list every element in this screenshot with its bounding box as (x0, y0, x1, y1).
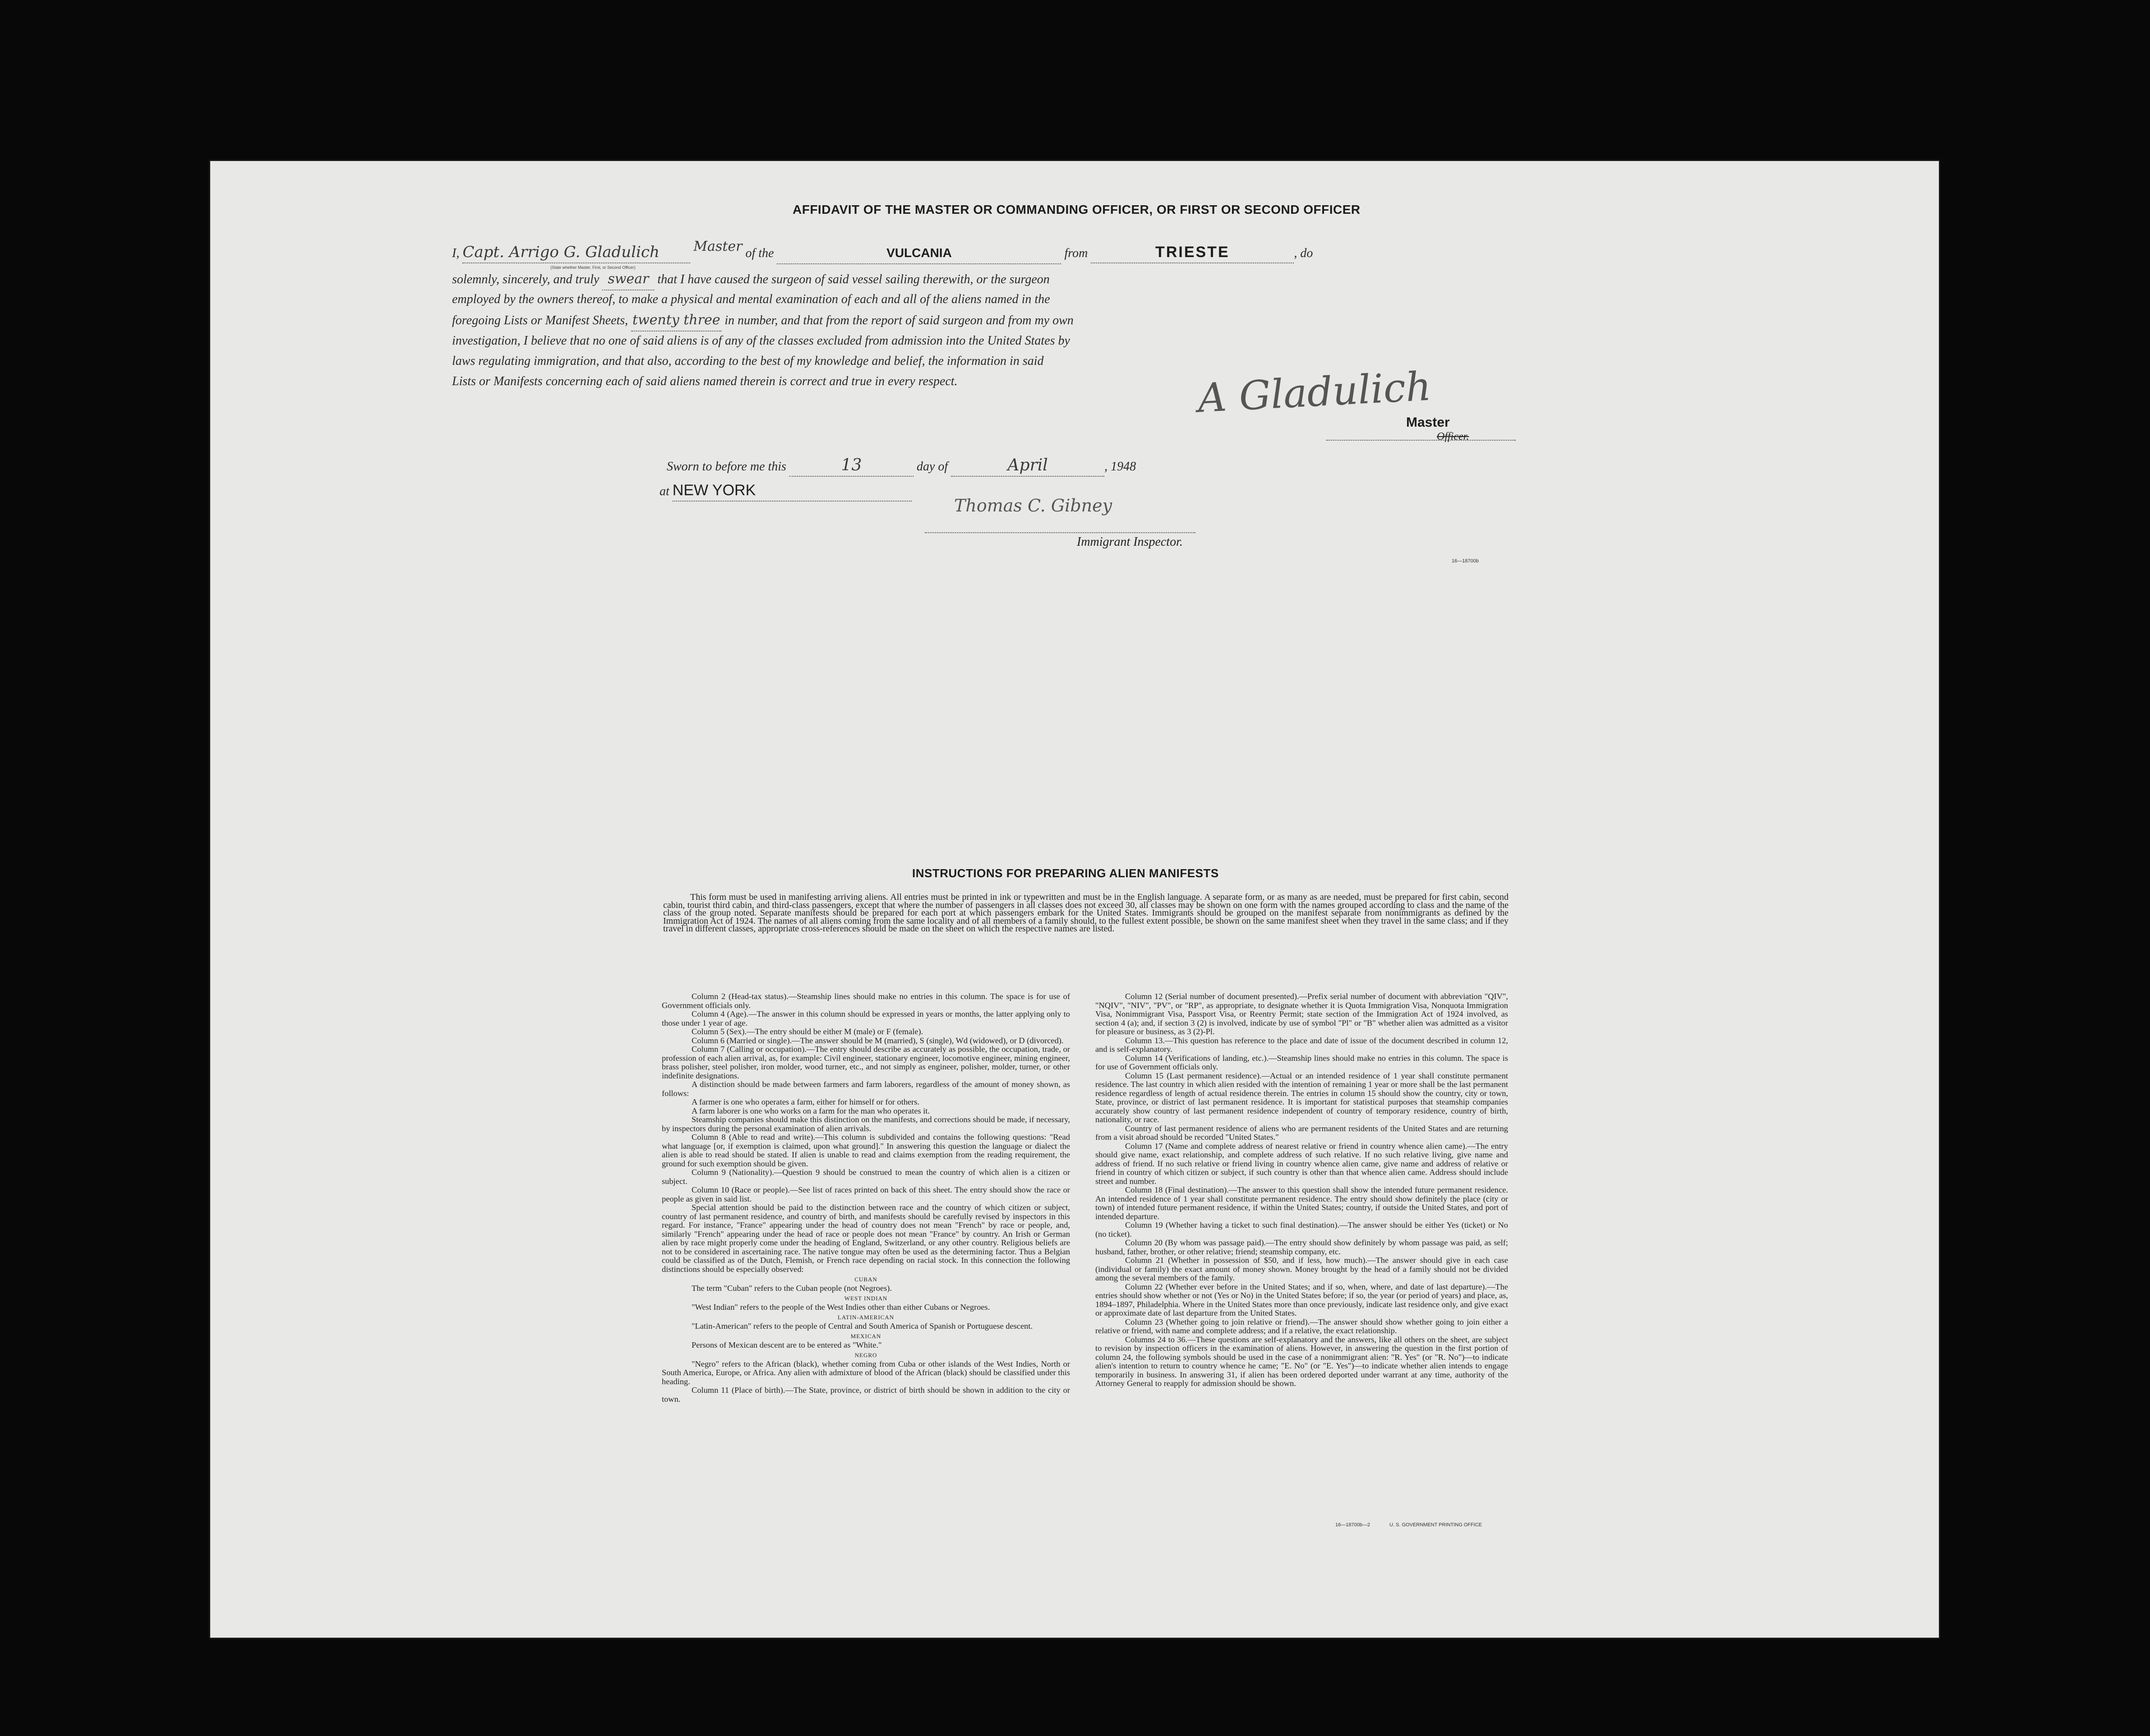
col-13-paragraph: Column 13.—This question has reference to the place and date of issue of the document described in column 12, and is self-explanatory. (1095, 1036, 1508, 1054)
farmer-definition: A farmer is one who operates a farm, either for himself or for others. (692, 1097, 920, 1106)
affidavit-line-2 (452, 269, 1508, 290)
instructions-right-column (1095, 992, 1508, 1388)
master-signature: A Gladulich (1196, 363, 1433, 422)
line-2-suffix: that I have caused the surgeon of said vessel sailing therewith, or the surgeon (657, 272, 1050, 286)
inspector-signature: Thomas C. Gibney (954, 496, 1112, 516)
affidavit-line-7: Lists or Manifests concerning each of said aliens named therein is correct and true in every respect. (452, 374, 958, 388)
latin-american-text: "Latin-American" refers to the people of Central and South America of Spanish or Portuguese descent. (692, 1321, 1033, 1331)
signature-line (1326, 440, 1516, 441)
inspector-line (925, 532, 1195, 533)
col-6-paragraph: Column 6 (Married or single).—The answer should be M (married), S (single), Wd (widowed), or D (divorced). (692, 1036, 1064, 1045)
col-2-paragraph: Column 2 (Head-tax status).—Steamship lines should make no entries in this column. The space is for use of Government officials only. (662, 992, 1070, 1010)
col-10-paragraph: Column 10 (Race or people).—See list of races printed on back of this sheet. The entry should show the race or people as given in said list. (662, 1185, 1070, 1203)
pronoun-label: I, (452, 246, 460, 260)
col-18-paragraph: Column 18 (Final destination).—The answer to this question shall show the intended future permanent residence. An intended residence of 1 year shall constitute permanent residence. The entry should show definitely the place (city or town) of intended future permanent residence, if within the United States; country, if outside the United States, and port of intended departure. (1095, 1185, 1508, 1221)
affidavit-line-1 (452, 239, 1508, 264)
affidavit-line-6: laws regulating immigration, and that also, according to the best of my knowledge and belief, the information in said (452, 354, 1044, 368)
location-line (660, 480, 975, 502)
col-20-paragraph: Column 20 (By whom was passage paid).—The entry should show definitely by whom passage was paid, as self; husband, father, brother, or other relative; friend; steamship company, etc. (1095, 1238, 1508, 1256)
negro-text: "Negro" refers to the African (black), whether coming from Cuba or other islands of the West Indies, North or South America, Europe, or Africa. Any alien with admixture of blood of the African (black) should be classified under this heading. (662, 1359, 1070, 1386)
intro-paragraph: This form must be used in manifesting arriving aliens. All entries must be printed in ink or typewritten and must be in the English language. A separate form, or as many as are needed, must be prepared for first cabin, second cabin, tourist third cabin, and third-class passengers, except that where the number of passengers in all classes does not exceed 30, all classes may be shown on one form with the names grouped according to class and the name of the class of the group noted. Separate manifests should be prepared for each port at which passengers embark for the United States. Immigrants should be grouped on the manifest separate from nonimmigrants as defined by the Immigration Act of 1924. The names of all aliens coming from the same locality and of all members of a family should, to the fullest extent possible, be shown on the same manifest sheet when they travel in the same class; and if they travel in different classes, appropriate cross-references should be made on the sheet on which the respective names are listed. (663, 892, 1509, 934)
master-label: Master (1406, 415, 1450, 430)
col-21-paragraph: Column 21 (Whether in possession of $50, and if less, how much).—The answer should give in each case (individual or family) the exact amount of money shown. Money brought by the head of a family should not be divided among the several members of the family. (1095, 1256, 1508, 1282)
of-the-label: of the (745, 246, 774, 260)
latin-american-heading: LATIN-AMERICAN (837, 1314, 895, 1321)
col-7-paragraph: Column 7 (Calling or occupation).—The entry should describe as accurately as possible, the occupation, trade, or profession of each alien arrival, as, for example: Civil engineer, stationary engineer, locomotive engineer, mining engineer, brass polisher, steel polisher, iron molder, wood turner, etc., and not simply as engineer, polisher, molder, turner, or other indefinite designations. (662, 1045, 1070, 1080)
col-15-paragraph: Column 15 (Last permanent residence).—Actual or an intended residence of 1 year shall constitute permanent residence. The last country in which alien resided with the intention of remaining 1 year or more shall be the last permanent residence regardless of length of actual residence therein. The entries in column 15 should show the country, city or town, State, province, or district of last permanent residence. It is important for statistical purposes that steamship companies accurately show country of last permanent residence independent of country of temporary residence, country of birth, nationality, or race. (1095, 1071, 1508, 1124)
line-4-suffix: in number, and that from the report of said surgeon and from my own (724, 313, 1074, 327)
swear-field: swear (602, 269, 654, 290)
residence-returning-paragraph: Country of last permanent residence of aliens who are permanent residents of the United States and are returning from a visit abroad should be recorded "United States." (1095, 1124, 1508, 1142)
line-2-prefix: solemnly, sincerely, and truly (452, 272, 600, 286)
vessel-name-field: VULCANIA (777, 243, 1061, 264)
rank-instruction: (State whether Master, First, or Second Officer) (550, 265, 636, 270)
negro-heading: NEGRO (854, 1352, 877, 1358)
inspector-label: Immigrant Inspector. (1077, 535, 1183, 549)
instructions-left-column (662, 992, 1070, 1404)
from-port-field: TRIESTE (1091, 242, 1294, 263)
cuban-heading: CUBAN (854, 1276, 877, 1283)
col-5-paragraph: Column 5 (Sex).—The entry should be either M (male) or F (female). (692, 1027, 923, 1036)
col-22-paragraph: Column 22 (Whether ever before in the United States; and if so, when, where, and date of last departure).—The entries should show whether or not (Yes or No) in the United States before; if so, the year (or period of years) and place, as, 1894–1897, Philadelphia. Where in the United States more than once previously, indicate last residence only, and give exact or approximate date of last departure from the United States. (1095, 1282, 1508, 1317)
instructions-intro (663, 893, 1509, 933)
cuban-text: The term "Cuban" refers to the Cuban people (not Negroes). (692, 1283, 892, 1293)
col-17-paragraph: Column 17 (Name and complete address of nearest relative or friend in country whence alien came).—The entry should give name, exact relationship, and complete address of such relative. If no such relative living, give name and address of friend. If no such relative or friend living in country whence alien came, give name and address of relative or friend in country of which citizen or subject, if such country is other than that whence alien came. Address should include street and number. (1095, 1141, 1508, 1186)
do-label: , do (1294, 246, 1313, 260)
sworn-year: , 1948 (1104, 460, 1136, 474)
affidavit-line-4 (452, 310, 1508, 332)
col-14-paragraph: Column 14 (Verifications of landing, etc.).—Steamship lines should make no entries in this column. The space is for use of Government officials only. (1095, 1053, 1508, 1071)
footer-printer: U. S. GOVERNMENT PRINTING OFFICE (1389, 1522, 1482, 1528)
footer-form-code: 16—18700b—2 (1335, 1522, 1370, 1528)
col-19-paragraph: Column 19 (Whether having a ticket to such final destination).—The answer should be either Yes (ticket) or No (no ticket). (1095, 1220, 1508, 1239)
affidavit-title: AFFIDAVIT OF THE MASTER OR COMMANDING OFFICER, OR FIRST OR SECOND OFFICER (793, 203, 1361, 216)
race-distinction-paragraph: Special attention should be paid to the distinction between race and the country of which citizen or subject, country of last permanent residence, and country of birth, and manifests should be carefully revised by inspectors in this regard. For instance, "France" appearing under the head of country does not mean "French" by race or people, and, similarly "French" appearing under the head of race or people does not mean "France" by country. An Irish or German alien by race might properly come under the heading of England, Switzerland, or any other country. Religious beliefs are not to be considered in ascertaining race. The native tongue may often be used as the determining factor. Thus a Belgian could be classified as of the Dutch, Flemish, or French race depending on racial stock. In this connection the following distinctions should be especially observed: (662, 1203, 1070, 1274)
affidavit-line-5: investigation, I believe that no one of said aliens is of any of the classes excluded from admission into the United States by (452, 334, 1070, 348)
col-4-paragraph: Column 4 (Age).—The answer in this column should be expressed in years or months, the latter applying only to those under 1 year of age. (662, 1009, 1070, 1027)
day-of-label: day of (916, 460, 948, 474)
sworn-day-field: 13 (789, 455, 914, 477)
col-12-paragraph: Column 12 (Serial number of document presented).—Prefix serial number of document with abbreviation "QIV", "NQIV", "NIV", "PV", or "RP", as appropriate, to designate whether it is Quota Immigration Visa, Nonquota Immigration Visa, Nonimmigrant Visa, Passport Visa, or Reentry Permit; state section of the Immigration Act of 1924 involved, as section 4 (a); and, if section 3 (2) is involved, indicate by use of symbol "Pl" or "B" whether alien was admitted as a visitor for pleasure or business, as 3 (2)-Pl. (1095, 992, 1508, 1036)
location-field: NEW YORK (673, 480, 912, 502)
col-8-paragraph: Column 8 (Able to read and write).—This column is subdivided and contains the following questions: "Read what language [or, if exemption is claimed, upon what ground]." In answering this question the language or dialect the alien is able to read should be stated. If alien is unable to read and claims exemption from the reading requirement, the ground for such exemption should be given. (662, 1133, 1070, 1168)
form-code: 16—18700b (1452, 558, 1479, 564)
sworn-line (667, 455, 1298, 477)
at-label: at (660, 484, 669, 498)
west-indian-text: "West Indian" refers to the people of the West Indies other than either Cubans or Negroes. (692, 1302, 990, 1312)
col-11-paragraph: Column 11 (Place of birth).—The State, province, or district of birth should be shown in addition to the city or town. (662, 1386, 1070, 1404)
col-24-36-paragraph: Columns 24 to 36.—These questions are self-explanatory and the answers, like all others on the sheet, are subject to revision by inspection officers in the examination of aliens. However, in answering the question in the first portion of column 24, the following symbols should be used in the case of a nonimmigrant alien: "R. Yes" (or "R. No")—to indicate alien's intention to return to country whence he came; "E. No" (or "E. Yes")—to indicate whether alien intends to engage temporarily in business. In answering 31, if alien has been ordered deported under warrant at any time, authority of the Attorney General to reapply for admission should be shown. (1095, 1335, 1508, 1388)
col-9-paragraph: Column 9 (Nationality).—Question 9 should be construed to mean the country of which alien is a citizen or subject. (662, 1168, 1070, 1186)
col-23-paragraph: Column 23 (Whether going to join relative or friend).—The answer should show whether going to join either a relative or friend, with name and complete address; and if a relative, the exact relationship. (1095, 1317, 1508, 1335)
farmer-distinction-paragraph: A distinction should be made between farmers and farm laborers, regardless of the amount of money shown, as follows: (662, 1080, 1070, 1098)
west-indian-heading: WEST INDIAN (844, 1295, 888, 1302)
officer-name-field: Capt. Arrigo G. Gladulich (462, 242, 690, 263)
affidavit-line-3: employed by the owners thereof, to make a physical and mental examination of each and all of the aliens named in the (452, 292, 1050, 306)
steamship-distinction-paragraph: Steamship companies should make this distinction on the manifests, and corrections should be made, if necessary, by inspectors during the personal examination of alien arrivals. (662, 1115, 1070, 1133)
officer-rank-field: Master (693, 239, 743, 254)
farm-laborer-definition: A farm laborer is one who works on a farm for the man who operates it. (692, 1106, 930, 1115)
sworn-month-field: April (951, 455, 1104, 477)
line-4-prefix: foregoing Lists or Manifest Sheets, (452, 313, 628, 327)
mexican-heading: MEXICAN (850, 1333, 881, 1340)
instructions-title: INSTRUCTIONS FOR PREPARING ALIEN MANIFESTS (912, 866, 1219, 880)
sworn-label: Sworn to before me this (667, 460, 786, 474)
sheet-count-field: twenty three (631, 310, 721, 332)
mexican-text: Persons of Mexican descent are to be entered as "White." (692, 1340, 882, 1349)
from-label: from (1064, 246, 1088, 260)
officer-label: Officer. (1437, 431, 1469, 442)
